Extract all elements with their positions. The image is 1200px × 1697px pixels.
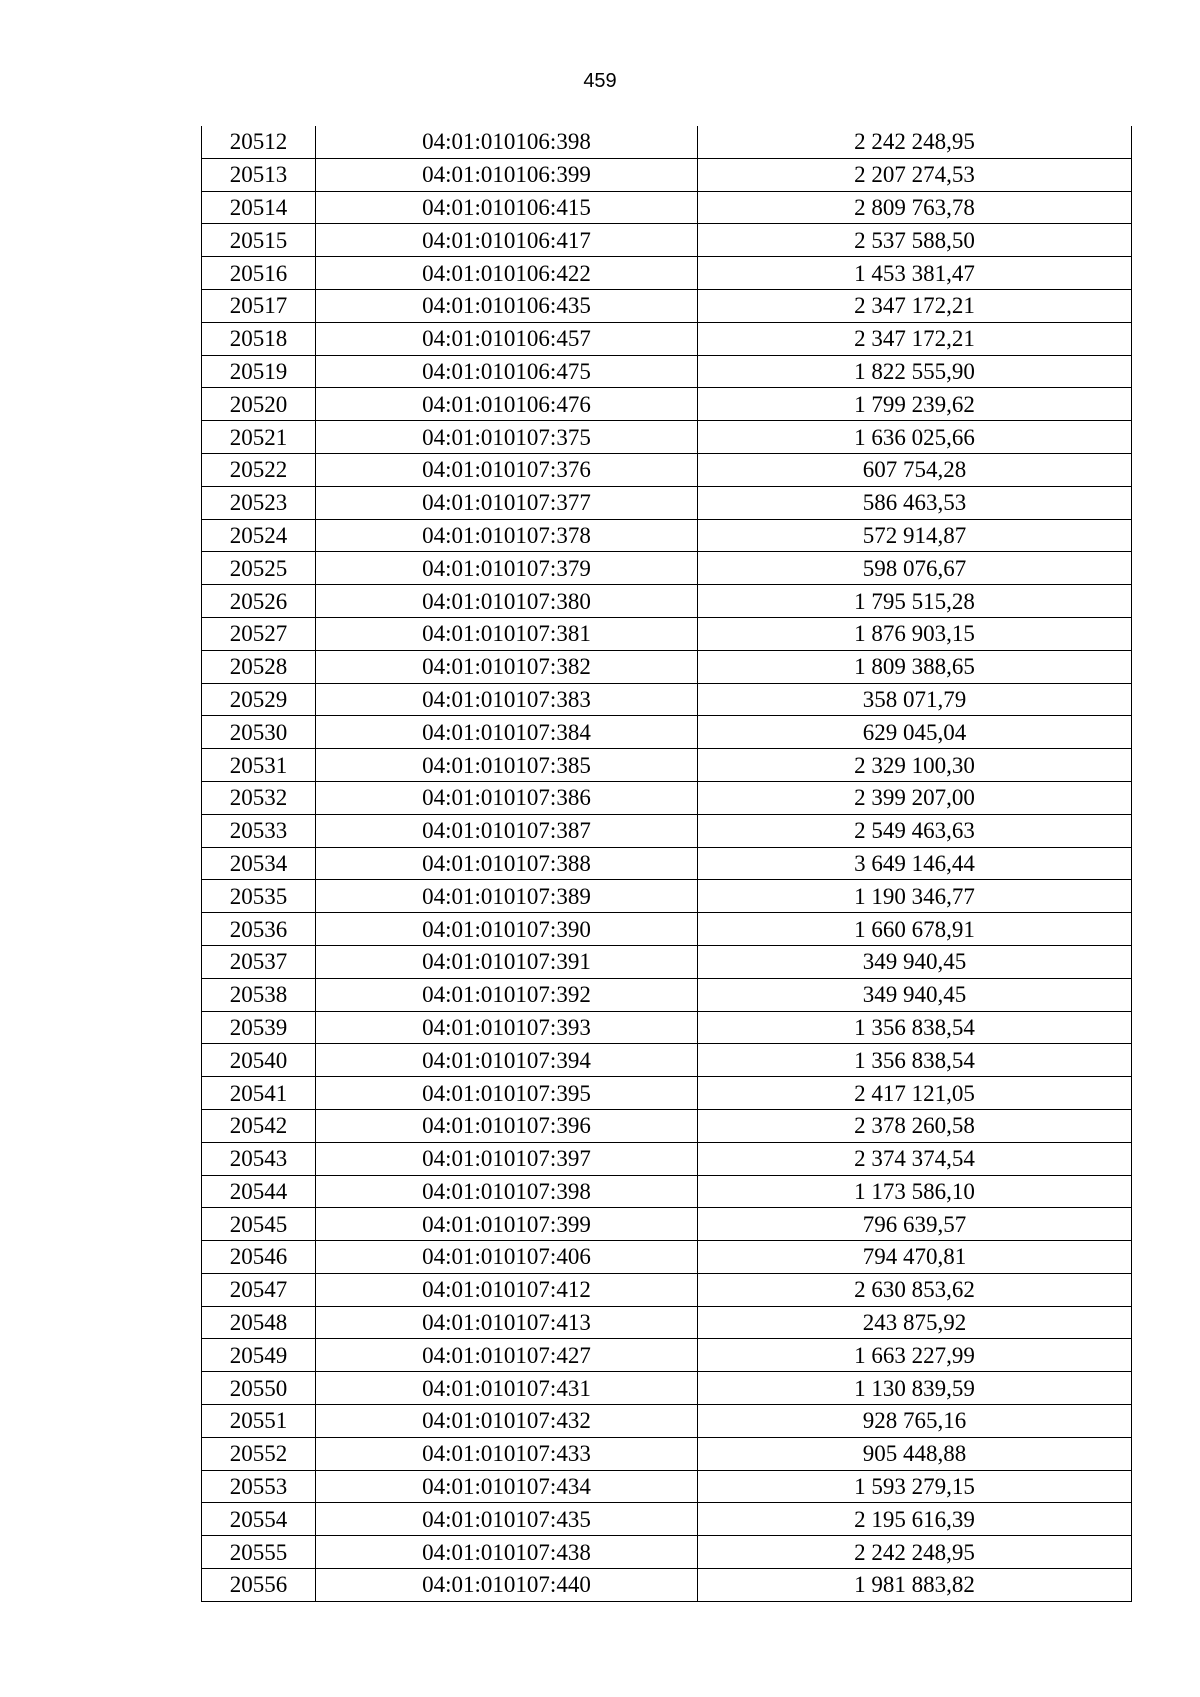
cadastral-number-cell: 04:01:010106:399 (316, 158, 698, 191)
cadastral-number-cell: 04:01:010107:382 (316, 650, 698, 683)
table-row (202, 519, 1132, 552)
cadastral-number-cell: 04:01:010107:381 (316, 617, 698, 650)
cadastral-number-cell: 04:01:010107:434 (316, 1470, 698, 1503)
row-number-cell: 20521 (202, 421, 316, 454)
cadastral-number-cell: 04:01:010106:476 (316, 388, 698, 421)
value-cell: 1 453 381,47 (698, 257, 1132, 290)
table-row (202, 814, 1132, 847)
cadastral-number-cell: 04:01:010107:394 (316, 1044, 698, 1077)
table-row (202, 552, 1132, 585)
table-body (202, 126, 1132, 1601)
value-cell: 1 663 227,99 (698, 1339, 1132, 1372)
value-cell: 2 347 172,21 (698, 289, 1132, 322)
cadastral-number-cell: 04:01:010107:389 (316, 880, 698, 913)
cadastral-number-cell: 04:01:010106:475 (316, 355, 698, 388)
table-row (202, 224, 1132, 257)
value-cell: 586 463,53 (698, 486, 1132, 519)
value-cell: 2 329 100,30 (698, 749, 1132, 782)
cadastral-number-cell: 04:01:010107:383 (316, 683, 698, 716)
cadastral-number-cell: 04:01:010107:386 (316, 781, 698, 814)
table-row (202, 978, 1132, 1011)
row-number-cell: 20515 (202, 224, 316, 257)
table-row (202, 683, 1132, 716)
cadastral-number-cell: 04:01:010107:431 (316, 1372, 698, 1405)
row-number-cell: 20552 (202, 1437, 316, 1470)
cadastral-number-cell: 04:01:010106:417 (316, 224, 698, 257)
row-number-cell: 20518 (202, 322, 316, 355)
value-cell: 1 593 279,15 (698, 1470, 1132, 1503)
cadastral-number-cell: 04:01:010107:433 (316, 1437, 698, 1470)
table-row (202, 1306, 1132, 1339)
row-number-cell: 20519 (202, 355, 316, 388)
table-row (202, 1175, 1132, 1208)
value-cell: 1 822 555,90 (698, 355, 1132, 388)
table-row (202, 1109, 1132, 1142)
cadastral-number-cell: 04:01:010106:457 (316, 322, 698, 355)
value-cell: 2 195 616,39 (698, 1503, 1132, 1536)
table-row (202, 1339, 1132, 1372)
cadastral-number-cell: 04:01:010107:396 (316, 1109, 698, 1142)
row-number-cell: 20535 (202, 880, 316, 913)
value-cell: 1 356 838,54 (698, 1044, 1132, 1077)
cadastral-number-cell: 04:01:010107:412 (316, 1273, 698, 1306)
value-cell: 349 940,45 (698, 978, 1132, 1011)
value-cell: 629 045,04 (698, 716, 1132, 749)
value-cell: 2 374 374,54 (698, 1142, 1132, 1175)
row-number-cell: 20523 (202, 486, 316, 519)
value-cell: 1 130 839,59 (698, 1372, 1132, 1405)
cadastral-number-cell: 04:01:010107:390 (316, 913, 698, 946)
row-number-cell: 20536 (202, 913, 316, 946)
row-number-cell: 20549 (202, 1339, 316, 1372)
table-row (202, 716, 1132, 749)
table-row (202, 257, 1132, 290)
table-row (202, 1273, 1132, 1306)
cadastral-number-cell: 04:01:010106:398 (316, 126, 698, 158)
row-number-cell: 20548 (202, 1306, 316, 1339)
row-number-cell: 20520 (202, 388, 316, 421)
table-row (202, 1044, 1132, 1077)
cadastral-number-cell: 04:01:010107:387 (316, 814, 698, 847)
cadastral-number-cell: 04:01:010107:392 (316, 978, 698, 1011)
table-row (202, 880, 1132, 913)
value-cell: 2 549 463,63 (698, 814, 1132, 847)
row-number-cell: 20550 (202, 1372, 316, 1405)
cadastral-number-cell: 04:01:010107:380 (316, 585, 698, 618)
value-cell: 1 636 025,66 (698, 421, 1132, 454)
value-cell: 1 981 883,82 (698, 1569, 1132, 1602)
table-row (202, 1208, 1132, 1241)
cadastral-number-cell: 04:01:010107:378 (316, 519, 698, 552)
cadastral-number-cell: 04:01:010107:377 (316, 486, 698, 519)
table-row (202, 1569, 1132, 1602)
row-number-cell: 20545 (202, 1208, 316, 1241)
row-number-cell: 20524 (202, 519, 316, 552)
table-row (202, 617, 1132, 650)
table-row (202, 650, 1132, 683)
row-number-cell: 20513 (202, 158, 316, 191)
row-number-cell: 20516 (202, 257, 316, 290)
value-cell: 2 417 121,05 (698, 1077, 1132, 1110)
row-number-cell: 20555 (202, 1536, 316, 1569)
table-row (202, 322, 1132, 355)
value-cell: 1 660 678,91 (698, 913, 1132, 946)
row-number-cell: 20512 (202, 126, 316, 158)
cadastral-number-cell: 04:01:010107:440 (316, 1569, 698, 1602)
value-cell: 2 242 248,95 (698, 1536, 1132, 1569)
cadastral-number-cell: 04:01:010106:435 (316, 289, 698, 322)
value-cell: 243 875,92 (698, 1306, 1132, 1339)
cadastral-number-cell: 04:01:010107:427 (316, 1339, 698, 1372)
table-row (202, 355, 1132, 388)
row-number-cell: 20543 (202, 1142, 316, 1175)
row-number-cell: 20526 (202, 585, 316, 618)
table-row (202, 453, 1132, 486)
value-cell: 2 242 248,95 (698, 126, 1132, 158)
table-row (202, 1011, 1132, 1044)
cadastral-number-cell: 04:01:010107:397 (316, 1142, 698, 1175)
row-number-cell: 20537 (202, 945, 316, 978)
value-cell: 2 207 274,53 (698, 158, 1132, 191)
value-cell: 349 940,45 (698, 945, 1132, 978)
table-row (202, 1470, 1132, 1503)
value-cell: 1 173 586,10 (698, 1175, 1132, 1208)
table-row (202, 289, 1132, 322)
table-row (202, 1437, 1132, 1470)
cadastral-number-cell: 04:01:010107:388 (316, 847, 698, 880)
table-row (202, 1536, 1132, 1569)
row-number-cell: 20531 (202, 749, 316, 782)
table-row (202, 781, 1132, 814)
table-row (202, 126, 1132, 158)
cadastral-number-cell: 04:01:010106:415 (316, 191, 698, 224)
value-cell: 1 876 903,15 (698, 617, 1132, 650)
cadastral-number-cell: 04:01:010107:391 (316, 945, 698, 978)
row-number-cell: 20532 (202, 781, 316, 814)
page-number: 459 (583, 70, 617, 92)
value-cell: 1 799 239,62 (698, 388, 1132, 421)
value-cell: 572 914,87 (698, 519, 1132, 552)
value-cell: 3 649 146,44 (698, 847, 1132, 880)
table-row (202, 1077, 1132, 1110)
value-cell: 2 347 172,21 (698, 322, 1132, 355)
value-cell: 1 809 388,65 (698, 650, 1132, 683)
cadastral-number-cell: 04:01:010107:413 (316, 1306, 698, 1339)
cadastral-number-cell: 04:01:010107:375 (316, 421, 698, 454)
table-row (202, 1405, 1132, 1438)
row-number-cell: 20553 (202, 1470, 316, 1503)
row-number-cell: 20544 (202, 1175, 316, 1208)
table-row (202, 1503, 1132, 1536)
value-cell: 2 378 260,58 (698, 1109, 1132, 1142)
value-cell: 2 809 763,78 (698, 191, 1132, 224)
row-number-cell: 20539 (202, 1011, 316, 1044)
table-row (202, 847, 1132, 880)
row-number-cell: 20517 (202, 289, 316, 322)
cadastral-number-cell: 04:01:010107:384 (316, 716, 698, 749)
row-number-cell: 20556 (202, 1569, 316, 1602)
table-row (202, 945, 1132, 978)
cadastral-number-cell: 04:01:010107:398 (316, 1175, 698, 1208)
row-number-cell: 20540 (202, 1044, 316, 1077)
row-number-cell: 20522 (202, 453, 316, 486)
cadastral-number-cell: 04:01:010107:393 (316, 1011, 698, 1044)
value-cell: 1 190 346,77 (698, 880, 1132, 913)
cadastral-number-cell: 04:01:010107:438 (316, 1536, 698, 1569)
value-cell: 598 076,67 (698, 552, 1132, 585)
row-number-cell: 20547 (202, 1273, 316, 1306)
value-cell: 2 399 207,00 (698, 781, 1132, 814)
row-number-cell: 20529 (202, 683, 316, 716)
table-row (202, 1372, 1132, 1405)
value-cell: 905 448,88 (698, 1437, 1132, 1470)
cadastral-number-cell: 04:01:010107:435 (316, 1503, 698, 1536)
value-cell: 358 071,79 (698, 683, 1132, 716)
cadastral-number-cell: 04:01:010107:432 (316, 1405, 698, 1438)
value-cell: 796 639,57 (698, 1208, 1132, 1241)
table-row (202, 1142, 1132, 1175)
table-row (202, 486, 1132, 519)
row-number-cell: 20541 (202, 1077, 316, 1110)
cadastral-value-table (201, 126, 1132, 1602)
value-cell: 2 630 853,62 (698, 1273, 1132, 1306)
row-number-cell: 20530 (202, 716, 316, 749)
row-number-cell: 20528 (202, 650, 316, 683)
row-number-cell: 20542 (202, 1109, 316, 1142)
data-table-container (201, 126, 1131, 1602)
cadastral-number-cell: 04:01:010107:399 (316, 1208, 698, 1241)
row-number-cell: 20551 (202, 1405, 316, 1438)
value-cell: 794 470,81 (698, 1241, 1132, 1274)
table-row (202, 1241, 1132, 1274)
value-cell: 1 795 515,28 (698, 585, 1132, 618)
cadastral-number-cell: 04:01:010107:376 (316, 453, 698, 486)
table-row (202, 191, 1132, 224)
cadastral-number-cell: 04:01:010107:379 (316, 552, 698, 585)
value-cell: 1 356 838,54 (698, 1011, 1132, 1044)
row-number-cell: 20527 (202, 617, 316, 650)
row-number-cell: 20546 (202, 1241, 316, 1274)
row-number-cell: 20554 (202, 1503, 316, 1536)
cadastral-number-cell: 04:01:010106:422 (316, 257, 698, 290)
table-row (202, 158, 1132, 191)
row-number-cell: 20525 (202, 552, 316, 585)
table-row (202, 388, 1132, 421)
value-cell: 607 754,28 (698, 453, 1132, 486)
row-number-cell: 20533 (202, 814, 316, 847)
table-row (202, 913, 1132, 946)
table-row (202, 749, 1132, 782)
cadastral-number-cell: 04:01:010107:395 (316, 1077, 698, 1110)
value-cell: 2 537 588,50 (698, 224, 1132, 257)
value-cell: 928 765,16 (698, 1405, 1132, 1438)
table-row (202, 421, 1132, 454)
cadastral-number-cell: 04:01:010107:385 (316, 749, 698, 782)
row-number-cell: 20538 (202, 978, 316, 1011)
table-row (202, 585, 1132, 618)
row-number-cell: 20534 (202, 847, 316, 880)
cadastral-number-cell: 04:01:010107:406 (316, 1241, 698, 1274)
row-number-cell: 20514 (202, 191, 316, 224)
